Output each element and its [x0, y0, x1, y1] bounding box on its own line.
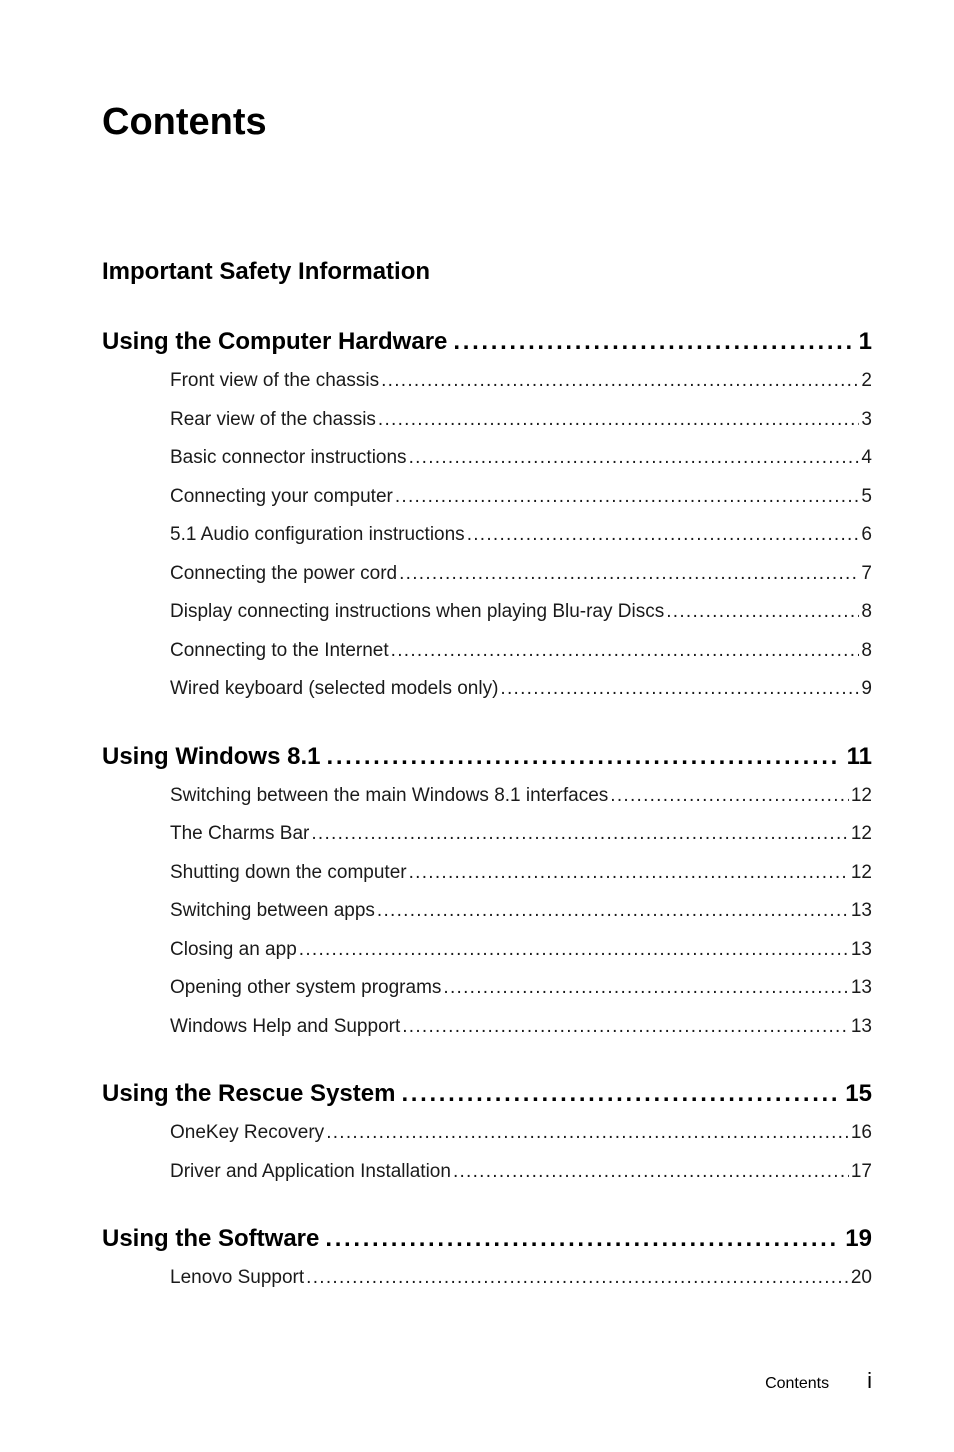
footer-section-label: Contents	[765, 1375, 830, 1392]
entry-page-number: 9	[861, 678, 872, 699]
page-title: Contents	[102, 101, 267, 143]
dot-leader	[453, 324, 852, 360]
entry-title: Rear view of the chassis	[170, 408, 376, 430]
toc-entry-list	[102, 777, 872, 1047]
toc-section-heading[interactable]	[102, 1076, 872, 1112]
toc-section-heading[interactable]	[102, 1221, 872, 1257]
entry-page-number: 8	[861, 601, 872, 622]
entry-title: Shutting down the computer	[170, 861, 407, 883]
entry-title: Opening other system programs	[170, 977, 442, 998]
toc-entry[interactable]	[170, 478, 872, 517]
dot-leader	[311, 815, 848, 854]
table-of-contents	[102, 254, 872, 1328]
entry-title: The Charms Bar	[170, 823, 310, 844]
dot-leader	[409, 439, 860, 478]
section-page-number: 15	[845, 1080, 872, 1107]
page-footer	[765, 1368, 872, 1394]
entry-title: Connecting your computer	[170, 485, 393, 507]
toc-entry[interactable]	[170, 1008, 872, 1047]
dot-leader	[409, 854, 849, 893]
toc-entry[interactable]	[170, 1153, 872, 1192]
toc-section	[102, 739, 872, 1047]
entry-title: Wired keyboard (selected models only)	[170, 678, 499, 699]
entry-page-number: 7	[861, 562, 872, 584]
entry-title: Switching between apps	[170, 900, 375, 921]
toc-entry[interactable]	[170, 555, 872, 594]
section-page-number: 11	[846, 742, 872, 770]
dot-leader	[500, 670, 859, 709]
dot-leader	[378, 401, 860, 440]
footer-page-number: i	[867, 1368, 872, 1393]
toc-section-heading[interactable]	[102, 254, 872, 290]
entry-title: Lenovo Support	[170, 1267, 305, 1288]
toc-section	[102, 1076, 872, 1191]
entry-page-number: 13	[850, 900, 872, 921]
entry-page-number: 6	[861, 524, 872, 545]
entry-title: Switching between the main Windows 8.1 interfaces	[170, 784, 609, 806]
toc-entry[interactable]	[170, 439, 872, 478]
toc-section	[102, 324, 872, 709]
toc-entry[interactable]	[170, 593, 872, 632]
entry-page-number: 13	[850, 1015, 872, 1037]
section-page-number: 1	[858, 328, 872, 355]
entry-title: 5.1 Audio configuration instructions	[170, 524, 465, 545]
entry-page-number: 5	[861, 485, 872, 507]
toc-entry[interactable]	[170, 931, 872, 970]
entry-page-number: 4	[861, 447, 872, 468]
entry-page-number: 13	[850, 938, 872, 960]
dot-leader	[443, 969, 848, 1008]
section-title: Using the Rescue System	[102, 1080, 396, 1107]
toc-entry-list	[102, 1114, 872, 1191]
dot-leader	[395, 478, 860, 517]
dot-leader	[299, 931, 849, 970]
toc-entry[interactable]	[170, 1114, 872, 1153]
dot-leader	[326, 1114, 849, 1153]
entry-page-number: 13	[850, 977, 872, 998]
dot-leader	[467, 516, 860, 555]
dot-leader	[610, 777, 849, 816]
toc-entry[interactable]	[170, 670, 872, 709]
section-title: Using the Computer Hardware	[102, 328, 448, 355]
toc-entry-list	[102, 1259, 872, 1298]
dot-leader	[325, 1221, 839, 1257]
dot-leader	[377, 892, 849, 931]
section-page-number: 19	[845, 1225, 872, 1252]
entry-page-number: 17	[850, 1160, 872, 1182]
entry-page-number: 8	[861, 639, 872, 661]
toc-entry[interactable]	[170, 854, 872, 893]
dot-leader	[399, 555, 859, 594]
toc-entry[interactable]	[170, 815, 872, 854]
toc-section-heading[interactable]	[102, 739, 872, 775]
toc-section	[102, 1221, 872, 1298]
section-title: Important Safety Information	[102, 258, 431, 285]
entry-page-number: 12	[850, 823, 872, 844]
entry-page-number: 2	[861, 370, 872, 391]
entry-title: OneKey Recovery	[170, 1122, 325, 1143]
toc-entry[interactable]	[170, 1259, 872, 1298]
toc-entry-list	[102, 362, 872, 709]
entry-page-number: 16	[850, 1122, 872, 1143]
toc-entry[interactable]	[170, 632, 872, 671]
toc-entry[interactable]	[170, 516, 872, 555]
entry-title: Front view of the chassis	[170, 370, 380, 391]
dot-leader	[381, 362, 859, 401]
dot-leader	[401, 1076, 839, 1112]
entry-title: Closing an app	[170, 938, 297, 960]
dot-leader	[453, 1153, 849, 1192]
entry-title: Connecting to the Internet	[170, 639, 389, 661]
toc-entry[interactable]	[170, 401, 872, 440]
entry-page-number: 12	[850, 784, 872, 806]
toc-entry[interactable]	[170, 777, 872, 816]
toc-entry[interactable]	[170, 969, 872, 1008]
entry-page-number: 20	[850, 1267, 872, 1288]
entry-page-number: 3	[861, 408, 872, 430]
entry-title: Basic connector instructions	[170, 447, 407, 468]
dot-leader	[402, 1008, 849, 1047]
section-title: Using Windows 8.1	[102, 742, 321, 770]
section-title: Using the Software	[102, 1225, 320, 1252]
entry-title: Connecting the power cord	[170, 562, 398, 584]
entry-title: Driver and Application Installation	[170, 1160, 451, 1182]
entry-title: Display connecting instructions when playing Blu-ray Discs	[170, 601, 665, 622]
entry-page-number: 12	[850, 861, 872, 883]
dot-leader	[306, 1259, 849, 1298]
toc-section	[102, 254, 872, 290]
dot-leader	[666, 593, 859, 632]
toc-entry[interactable]	[170, 362, 872, 401]
entry-title: Windows Help and Support	[170, 1015, 401, 1037]
dot-leader	[326, 739, 840, 775]
dot-leader	[391, 632, 860, 671]
toc-entry[interactable]	[170, 892, 872, 931]
toc-section-heading[interactable]	[102, 324, 872, 360]
